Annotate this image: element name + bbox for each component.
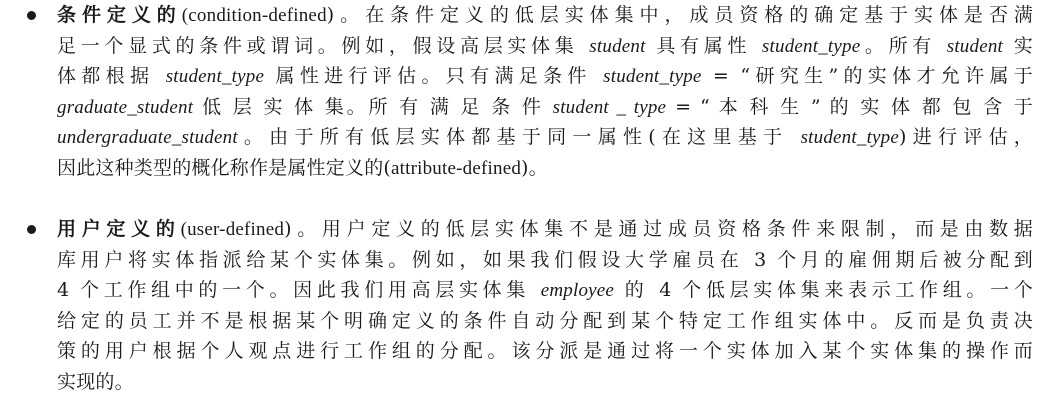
- text-run: 实: [1003, 34, 1033, 57]
- line-content: [181, 218, 1033, 240]
- text-run: 实现的。: [57, 370, 134, 393]
- text-run: 低 层 实 体 集。所 有 满 足 条 件: [193, 95, 553, 118]
- italic-term: student _ type: [552, 96, 667, 118]
- line-content: [182, 4, 1033, 26]
- paragraph-line: [57, 122, 1033, 153]
- paragraph-line: [57, 61, 1033, 92]
- english-term: condition-defined: [188, 5, 327, 26]
- english-term: user-defined: [187, 219, 285, 240]
- text-run: = “ 本 科 生 ” 的 实 体 都 包 含 于: [666, 95, 1033, 118]
- bullet-row: [18, 214, 1033, 397]
- paragraph-line: [57, 92, 1033, 123]
- text-run: 。所有: [860, 34, 947, 57]
- english-term: (: [180, 219, 188, 240]
- text-run: 足一个显式的条件或谓词。例如，假设高层实体集: [57, 34, 590, 57]
- paragraph-line-last: [57, 367, 1033, 398]
- english-term: attribute-defined: [391, 157, 522, 179]
- text-run: )。用户定义的低层实体集不是通过成员资格条件来限制，而是由数据: [284, 218, 1033, 240]
- term-heading: 用户定义的: [57, 218, 181, 240]
- italic-term: undergraduate_student: [57, 127, 238, 148]
- paragraph-line: [57, 0, 1033, 31]
- bullet-item-user-defined: [18, 214, 1033, 397]
- paragraph-line: [57, 31, 1033, 62]
- text-run: )。: [521, 156, 548, 179]
- paragraph-line: [57, 336, 1033, 367]
- italic-term: student_type: [603, 66, 702, 87]
- paragraph-line: [57, 245, 1033, 276]
- text-run: = “研究生”的实体才允许属于: [701, 65, 1033, 87]
- bullet-item-condition-defined: [18, 0, 1033, 183]
- text-run: 给定的员工并不是根据某个明确定义的条件自动分配到某个特定工作组实体中。反而是负责决: [57, 309, 1033, 332]
- italic-term: student: [589, 35, 646, 57]
- italic-term: student: [946, 35, 1004, 57]
- paragraph-line-last: [57, 153, 1033, 184]
- text-run: 体都根据: [57, 65, 166, 87]
- italic-term: employee: [540, 280, 615, 301]
- text-run: )。在条件定义的低层实体集中，成员资格的确定基于实体是否满: [326, 4, 1033, 26]
- text-run: 具有属性: [645, 34, 762, 57]
- bullet-row: [18, 0, 1033, 183]
- term-heading: 条件定义的: [57, 4, 182, 26]
- text-run: 因此这种类型的概化称作是属性定义的(: [57, 156, 392, 179]
- text-run: 属性进行评估。只有满足条件: [264, 65, 604, 87]
- text-run: )进行评估，: [899, 126, 1033, 148]
- italic-term: student_type: [761, 35, 861, 57]
- paragraph-line: [57, 275, 1033, 306]
- bullet-dot-icon: [27, 225, 36, 234]
- italic-term: graduate_student: [57, 96, 194, 118]
- paragraph-line: [57, 306, 1033, 337]
- bullet-dot-icon: [27, 11, 36, 20]
- english-term: (: [181, 5, 189, 26]
- paragraph-line: [57, 214, 1033, 245]
- italic-term: student_type: [800, 127, 900, 148]
- text-run: 库用户将实体指派给某个实体集。例如，如果我们假设大学雇员在 3 个月的雇佣期后被分配到: [57, 248, 1033, 271]
- text-run: 的 4 个低层实体集来表示工作组。一个: [614, 279, 1033, 301]
- text-run: 。由于所有低层实体都基于同一属性(在这里基于: [237, 126, 801, 148]
- text-run: 4 个工作组中的一个。因此我们用高层实体集: [57, 279, 541, 301]
- italic-term: student_type: [165, 66, 265, 87]
- text-run: 策的用户根据个人观点进行工作组的分配。该分派是通过将一个实体加入某个实体集的操作而: [57, 340, 1033, 362]
